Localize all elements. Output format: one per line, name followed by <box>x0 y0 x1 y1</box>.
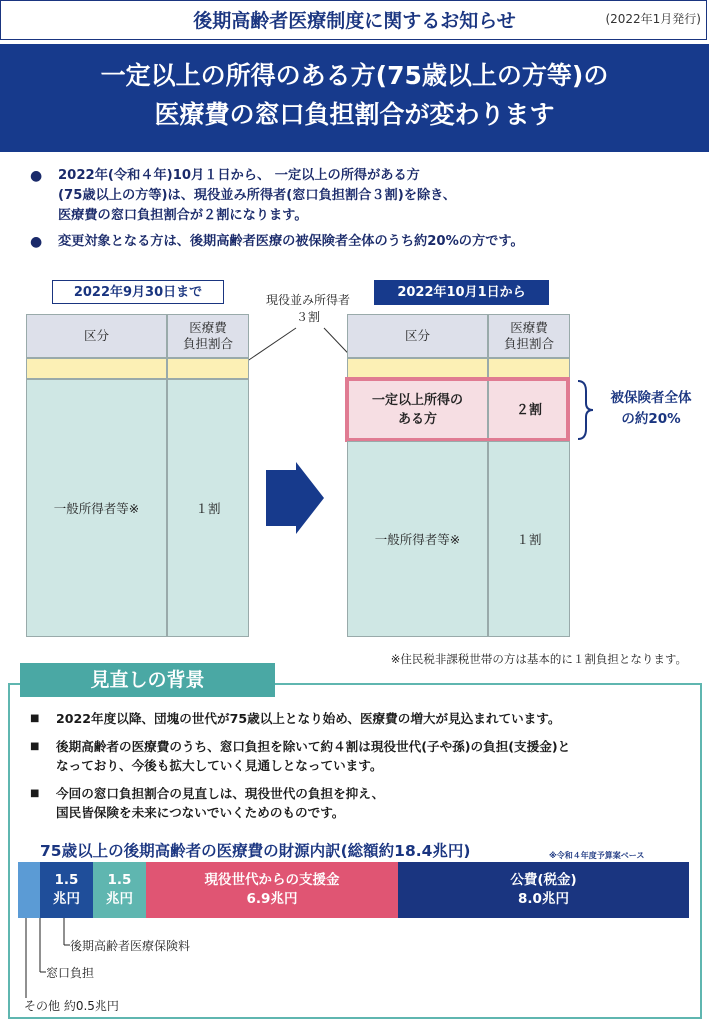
before-general-rate: １割 <box>167 379 249 637</box>
segment-premium: 1.5 兆円 <box>93 862 146 918</box>
callout-line-1: 現役並み所得者 <box>265 293 350 307</box>
issue-date: (2022年1月発行) <box>605 12 701 26</box>
square-bullet-icon: ■ <box>30 741 40 752</box>
segment-public: 公費(税金) 8.0兆円 <box>398 862 689 918</box>
after-period-label: 2022年10月1日から <box>374 280 549 305</box>
list-item: ■ 2022年度以降、団塊の世代が75歳以上となり始め、医療費の増大が見込まれています。 <box>30 711 561 726</box>
bullet-dot-icon: ● <box>30 168 43 184</box>
legend-window: 窓口負担 <box>46 966 95 980</box>
finance-title: 75歳以上の後期高齢者の医療費の財源内訳(総額約18.4兆円) <box>40 842 471 860</box>
after-mid-income-category: 一定以上所得の ある方 <box>347 379 488 441</box>
after-header-category: 区分 <box>347 314 488 358</box>
before-header-rate: 医療費 負担割合 <box>167 314 249 358</box>
list-item: ■ 今回の窓口負担割合の見直しは、現役世代の負担を抑え、 国民皆保険を未来につないでいくためのものです。 <box>30 786 385 820</box>
share-label: 被保険者全体 の約20% <box>610 390 692 427</box>
bullet-1-line-3: 医療費の窓口負担割合が２割になります。 <box>58 208 308 223</box>
callout-line-2: ３割 <box>295 310 320 324</box>
banner-line-1: 一定以上の所得のある方(75歳以上の方等)の <box>100 61 609 90</box>
segment-support: 現役世代からの支援金 6.9兆円 <box>146 862 398 918</box>
before-general-category: 一般所得者等※ <box>26 379 167 637</box>
bullet-2-text: 変更対象となる方は、後期高齢者医療の被保険者全体のうち約20%の方です。 <box>58 234 524 249</box>
background-title: 見直しの背景 <box>20 663 275 697</box>
segment-window: 1.5 兆円 <box>40 862 93 918</box>
bullet-1-line-2: (75歳以上の方等)は、現役並み所得者(窓口負担割合３割)を除き、 <box>58 188 456 203</box>
square-bullet-icon: ■ <box>30 788 40 799</box>
legend-other: その他 約0.5兆円 <box>24 999 119 1013</box>
before-period-label: 2022年9月30日まで <box>52 280 224 304</box>
header-title: 後期高齢者医療制度に関するお知らせ <box>193 10 516 32</box>
after-general-category: 一般所得者等※ <box>347 441 488 637</box>
legend-premium: 後期高齢者医療保険料 <box>70 939 191 953</box>
bullet-1-line-1: 2022年(令和４年)10月１日から、 一定以上の所得がある方 <box>58 168 420 183</box>
banner-line-2: 医療費の窓口負担割合が変わります <box>154 100 555 129</box>
after-header-rate: 医療費 負担割合 <box>488 314 570 358</box>
bullet-dot-icon: ● <box>30 234 43 250</box>
after-mid-income-rate: ２割 <box>488 379 570 441</box>
finance-note: ※令和４年度予算案ベース <box>549 851 645 860</box>
list-item: ■ 後期高齢者の医療費のうち、窓口負担を除いて約４割は現役世代(子や孫)の負担(支援金)と なっており、今後も拡大していく見通しとなっています。 <box>30 739 571 773</box>
before-header-category: 区分 <box>26 314 167 358</box>
after-general-rate: １割 <box>488 441 570 637</box>
tax-exempt-note: ※住民税非課税世帯の方は基本的に１割負担となります。 <box>390 652 687 666</box>
square-bullet-icon: ■ <box>30 713 40 724</box>
